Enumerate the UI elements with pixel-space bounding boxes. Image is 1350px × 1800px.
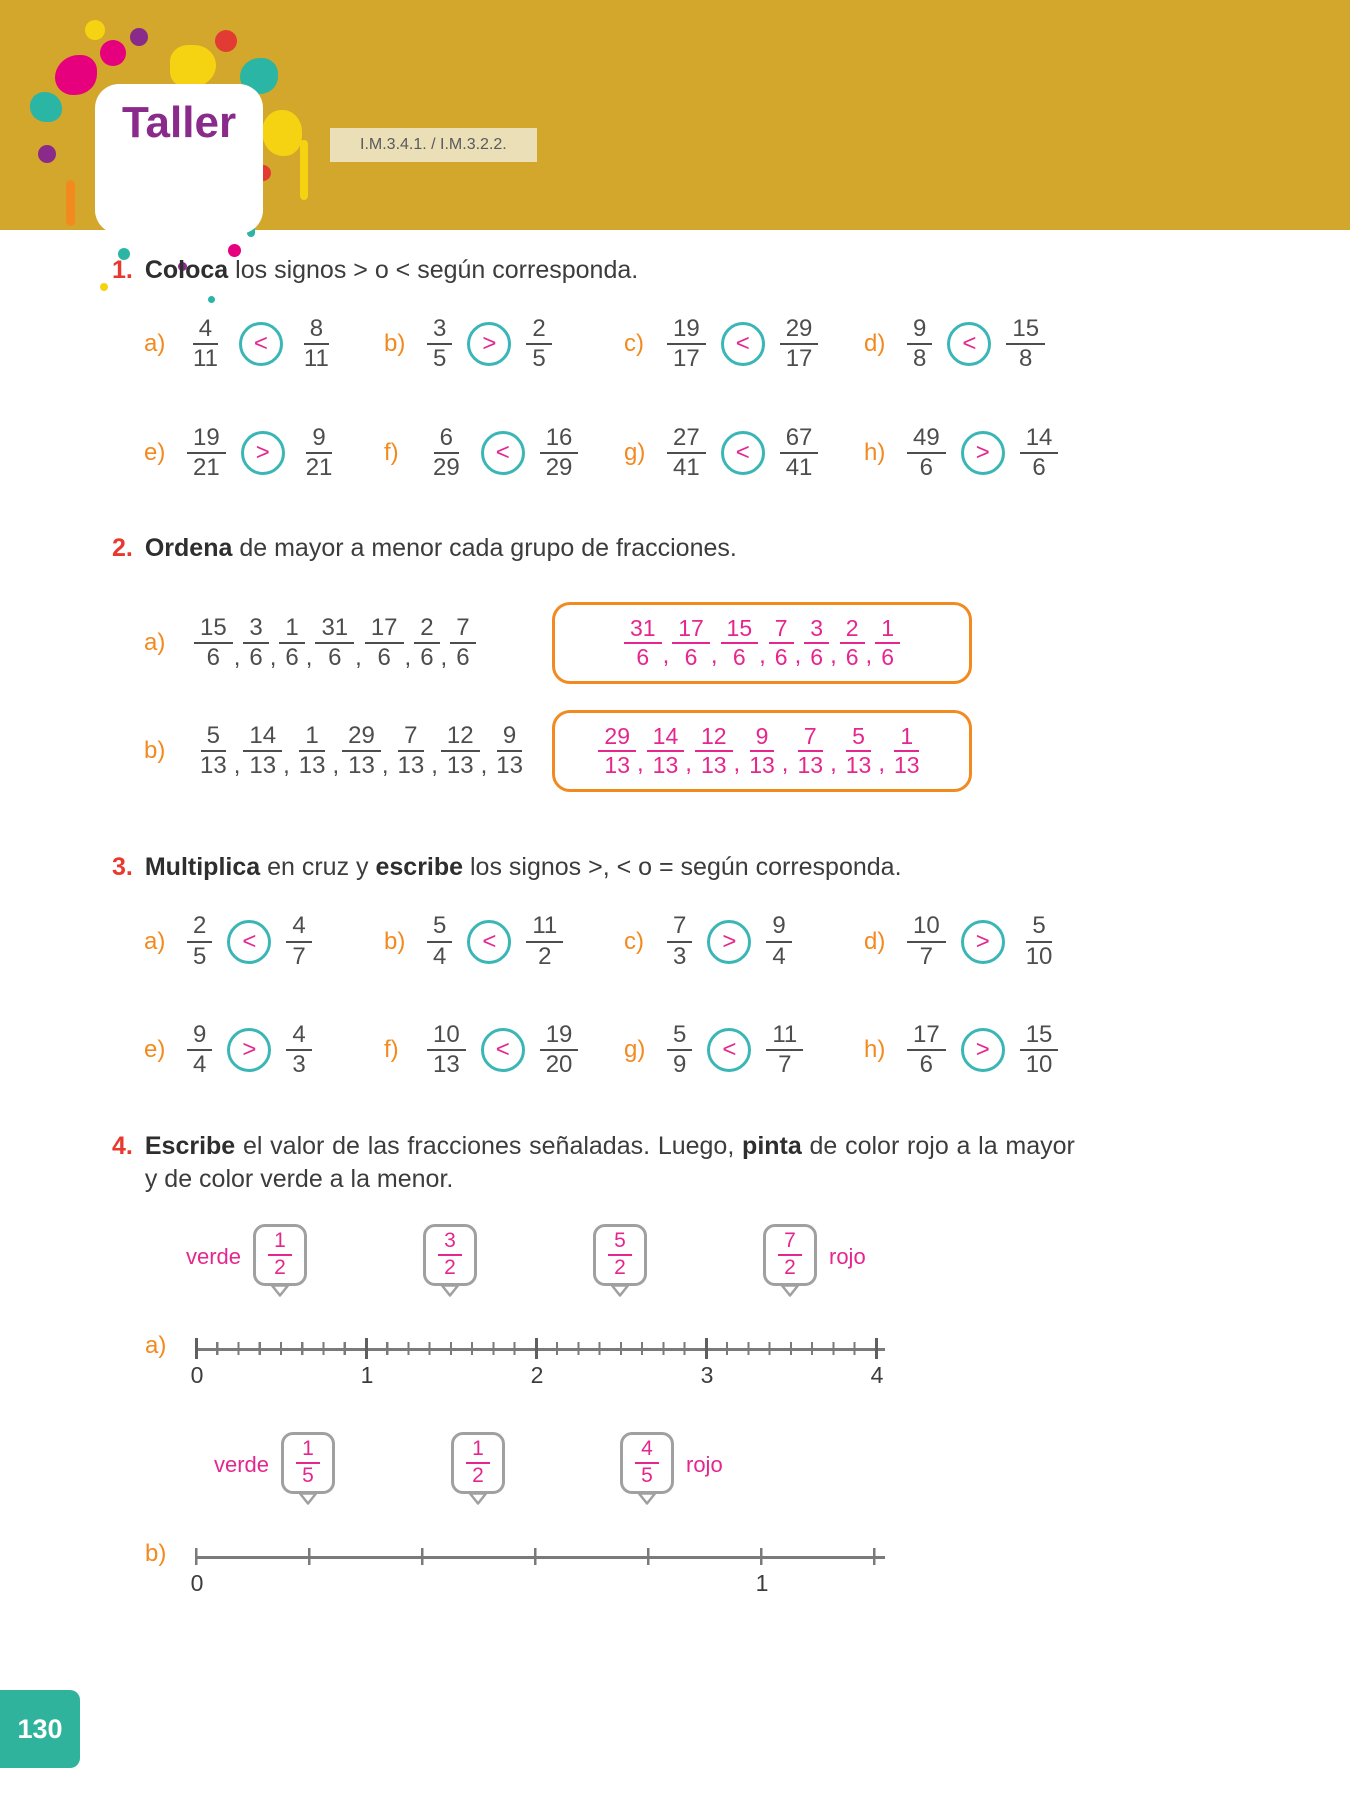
exercise-instruction: Multiplica en cruz y escribe los signos >, < o = según corresponda.: [144, 853, 902, 882]
exercise-3: [112, 851, 1250, 1079]
taller-title-box: [95, 84, 263, 234]
fraction-right: [1020, 1021, 1059, 1080]
comma: ,: [404, 643, 412, 671]
rojo-label: rojo: [686, 1451, 723, 1477]
fraction-right: [1020, 424, 1059, 483]
denominator: 6: [919, 453, 934, 481]
axis-label: 0: [190, 1361, 204, 1388]
comma: ,: [759, 642, 766, 670]
pointer-arrow-icon: [610, 1284, 630, 1297]
exercise-2: [112, 532, 1250, 801]
denominator: 29: [545, 453, 573, 481]
comparison-item-h: [864, 424, 1104, 483]
denominator: 2: [538, 942, 552, 970]
item-label: g): [624, 1036, 646, 1064]
worksheet-content: [0, 230, 1350, 1654]
comparison-sign-circle[interactable]: <: [239, 322, 283, 366]
comparison-sign-circle[interactable]: <: [707, 1028, 751, 1072]
denominator: 5: [433, 345, 447, 373]
fraction-right: [780, 315, 819, 374]
pointer-arrow-icon: [270, 1284, 290, 1297]
denominator: 29: [433, 453, 460, 481]
comma: ,: [305, 643, 313, 671]
pointer-arrow-icon: [298, 1492, 318, 1505]
numerator: 17: [907, 1021, 946, 1051]
exercise-2-heading: [112, 532, 1250, 565]
verde-label: verde: [213, 1451, 269, 1477]
axis-labels: [190, 1361, 915, 1396]
comma: ,: [332, 751, 340, 779]
denominator: 8: [1019, 345, 1033, 373]
given-fractions: $\frac{15}{6}$ , $\frac{3}{6}$ , $\frac{1}{6}$ , $\frac{31}{6}$ , $\frac{17}{6}$ , $\frac{2}{6}$ , $\frac{7}{6}$: [194, 614, 476, 673]
denominator: 41: [785, 453, 813, 481]
numerator: 4: [286, 1021, 311, 1051]
denominator: 41: [673, 453, 700, 481]
item-label: f): [384, 438, 399, 466]
denominator: 3: [292, 1051, 306, 1079]
fraction-right: [526, 912, 563, 971]
item-label: b): [384, 927, 406, 955]
fraction-left: [907, 315, 932, 374]
numerator: 10: [907, 912, 946, 942]
fraction-right: [300, 424, 339, 483]
comma: ,: [283, 751, 290, 779]
numerator: 2: [526, 315, 551, 345]
axis: [195, 1338, 915, 1360]
fraction-right: [780, 424, 819, 483]
fraction-left: [187, 315, 224, 374]
fraction-callout[interactable]: $\frac{1}{2}$: [451, 1432, 505, 1505]
callout-row: [195, 1432, 915, 1524]
numerator: 29: [780, 315, 819, 345]
comma: ,: [233, 643, 241, 671]
numerator: 9: [187, 1021, 212, 1051]
fraction-left: [427, 1021, 466, 1080]
comma: ,: [233, 751, 241, 779]
numerator: 5: [667, 1021, 692, 1051]
numerator: 10: [427, 1021, 466, 1051]
numerator: 15: [1006, 315, 1045, 345]
exercise-instruction: Ordena de mayor a menor cada grupo de fracciones.: [144, 534, 737, 563]
line-label: a): [145, 1331, 167, 1359]
item-label: h): [864, 438, 886, 466]
numerator: 11: [526, 912, 563, 942]
denominator: 21: [193, 453, 220, 481]
fraction-left: [427, 912, 452, 971]
comma: ,: [480, 751, 488, 779]
comma: ,: [269, 643, 277, 671]
denominator: 17: [673, 345, 700, 373]
number-line-a: [145, 1224, 1250, 1396]
numerator: 14: [1020, 424, 1059, 454]
comparison-sign-circle[interactable]: >: [467, 322, 511, 366]
comparison-item-a: [144, 912, 384, 971]
comma: ,: [794, 642, 802, 670]
comparison-sign-circle[interactable]: <: [481, 1028, 525, 1072]
item-label: d): [864, 927, 886, 955]
denominator: 5: [193, 942, 207, 970]
comma: ,: [637, 750, 644, 778]
page-number: 130: [0, 1690, 80, 1768]
comma: ,: [710, 642, 718, 670]
fraction-left: [667, 424, 706, 483]
fraction-callout[interactable]: $\frac{4}{5}$: [620, 1432, 674, 1505]
comma: ,: [431, 751, 438, 779]
fraction-left: [667, 1021, 692, 1080]
fraction-left: [667, 912, 692, 971]
fraction-left: [907, 1021, 946, 1080]
numerator: 4: [193, 315, 218, 345]
denominator: 7: [292, 942, 306, 970]
fraction-right: [766, 912, 791, 971]
given-fractions: $\frac{5}{13}$ , $\frac{14}{13}$ , $\frac{1}{13}$ , $\frac{29}{13}$ , $\frac{7}{13}$ , $\frac{12}{13}$ , $\frac{9}{13}$: [200, 721, 523, 780]
item-label: a): [144, 330, 166, 358]
denominator: 6: [1032, 453, 1046, 481]
exercise-3-items: [144, 912, 1250, 1079]
comma: ,: [733, 750, 741, 778]
comparison-sign-circle[interactable]: <: [481, 431, 525, 475]
exercise-instruction: Coloca los signos > o < según corresponda.: [144, 256, 639, 284]
pointer-arrow-icon: [637, 1492, 657, 1505]
numerator: 27: [667, 424, 706, 454]
comma: ,: [865, 642, 873, 670]
numerator: 4: [286, 912, 311, 942]
numerator: 5: [427, 912, 452, 942]
exercise-3-heading: [112, 851, 1250, 884]
numerator: 49: [907, 424, 946, 454]
denominator: 4: [193, 1051, 207, 1079]
comma: ,: [830, 642, 837, 670]
axis-label: 0: [190, 1569, 204, 1596]
denominator: 10: [1025, 942, 1053, 970]
fraction-right: [766, 1021, 803, 1080]
comma: ,: [381, 751, 389, 779]
item-label: a): [144, 927, 166, 955]
comparison-sign-circle[interactable]: >: [227, 1028, 271, 1072]
fraction-callout[interactable]: $\frac{1}{5}$: [281, 1432, 335, 1505]
exercise-1-items: [144, 315, 1250, 482]
numerator: 5: [1026, 912, 1051, 942]
comma: ,: [685, 750, 692, 778]
numerator: 19: [667, 315, 706, 345]
comparison-item-h: [864, 1021, 1104, 1080]
denominator: 9: [673, 1051, 687, 1079]
fraction-left: [907, 912, 946, 971]
denominator: 17: [785, 345, 813, 373]
comparison-item-g: [624, 1021, 864, 1080]
exercise-1: [112, 254, 1250, 482]
fraction-right: [540, 1021, 579, 1080]
comparison-sign-circle[interactable]: <: [721, 322, 765, 366]
fraction-left: [427, 315, 452, 374]
item-label: c): [624, 927, 644, 955]
comparison-item-c: [624, 912, 864, 971]
numerator: 8: [304, 315, 329, 345]
exercise-1-heading: [112, 254, 1250, 287]
pointer-arrow-icon: [468, 1492, 488, 1505]
numerator: 15: [1020, 1021, 1059, 1051]
order-row-a: [144, 593, 1250, 693]
exercise-number: 3.: [112, 853, 133, 882]
number-line-b: [145, 1432, 1250, 1604]
rojo-label: rojo: [829, 1243, 866, 1269]
fraction-callout[interactable]: $\frac{7}{2}$: [763, 1224, 817, 1297]
numerator: 11: [766, 1021, 803, 1051]
order-row-b: [144, 701, 1250, 801]
denominator: 20: [545, 1051, 573, 1079]
fraction-right: [540, 424, 579, 483]
comparison-sign-circle[interactable]: >: [241, 431, 285, 475]
comma: ,: [830, 750, 837, 778]
fraction-right: [286, 912, 311, 971]
page-title: Taller: [121, 98, 237, 147]
exercise-instruction: Escribe el valor de las fracciones señaladas. Luego, pinta de color rojo a la mayor y de color verde a la menor.: [144, 1131, 1075, 1193]
curriculum-standard-label: I.M.3.4.1. / I.M.3.2.2.: [330, 128, 537, 162]
item-label: g): [624, 438, 646, 466]
comparison-item-e: [144, 424, 384, 483]
comparison-sign-circle[interactable]: >: [961, 920, 1005, 964]
item-label: b): [384, 330, 406, 358]
exercise-4: [112, 1130, 1250, 1604]
denominator: 8: [913, 345, 927, 373]
callout-row: [185, 1224, 915, 1316]
answer-box[interactable]: [552, 710, 972, 792]
denominator: 7: [919, 942, 934, 970]
exercise-4-heading: [112, 1130, 1250, 1196]
comparison-item-b: [384, 912, 624, 971]
comparison-sign-circle[interactable]: <: [947, 322, 991, 366]
comparison-sign-circle[interactable]: <: [467, 920, 511, 964]
denominator: 6: [919, 1051, 934, 1079]
comparison-item-a: [144, 315, 384, 374]
pointer-arrow-icon: [780, 1284, 800, 1297]
numerator: 9: [766, 912, 791, 942]
fraction-callout[interactable]: $\frac{1}{2}$: [253, 1224, 307, 1297]
item-label: c): [624, 330, 644, 358]
answer-box[interactable]: [552, 602, 972, 684]
denominator: 13: [433, 1051, 460, 1079]
comparison-item-d: [864, 912, 1104, 971]
comma: ,: [781, 750, 789, 778]
denominator: 5: [532, 345, 546, 373]
denominator: 7: [778, 1051, 792, 1079]
axis-label: 3: [700, 1361, 714, 1388]
comparison-sign-circle[interactable]: >: [707, 920, 751, 964]
fraction-left: [427, 424, 466, 483]
fraction-left: [187, 912, 212, 971]
denominator: 4: [772, 942, 786, 970]
comma: ,: [878, 750, 885, 778]
comparison-item-d: [864, 315, 1104, 374]
denominator: 11: [193, 345, 218, 373]
denominator: 11: [303, 345, 329, 373]
line-label: b): [145, 1539, 167, 1567]
item-label: b): [144, 737, 166, 765]
item-label: e): [144, 1036, 166, 1064]
numerator: 9: [907, 315, 932, 345]
fraction-right: [526, 315, 551, 374]
axis-label: 1: [755, 1569, 769, 1596]
comparison-sign-circle[interactable]: <: [227, 920, 271, 964]
comma: ,: [662, 642, 670, 670]
comparison-item-g: [624, 424, 864, 483]
fraction-left: [187, 424, 226, 483]
comparison-item-e: [144, 1021, 384, 1080]
denominator: 4: [433, 942, 447, 970]
exercise-number: 1.: [112, 256, 133, 284]
denominator: 3: [673, 942, 687, 970]
item-label: a): [144, 629, 166, 657]
numerator: 6: [434, 424, 459, 454]
comparison-item-b: [384, 315, 624, 374]
axis-label: 1: [360, 1361, 374, 1388]
axis: [195, 1546, 915, 1568]
item-label: e): [144, 438, 166, 466]
fraction-right: [286, 1021, 311, 1080]
numerator: 19: [187, 424, 226, 454]
fraction-callout[interactable]: $\frac{3}{2}$: [423, 1224, 477, 1297]
numerator: 2: [187, 912, 212, 942]
item-label: h): [864, 1036, 886, 1064]
fraction-left: [667, 315, 706, 374]
item-label: d): [864, 330, 886, 358]
comparison-sign-circle[interactable]: <: [721, 431, 765, 475]
denominator: 10: [1025, 1051, 1053, 1079]
axis-labels: [190, 1569, 915, 1604]
axis-label: 2: [530, 1361, 544, 1388]
numerator: 9: [306, 424, 331, 454]
ordered-answer-fractions: $\frac{29}{13}$ , $\frac{14}{13}$ , $\frac{12}{13}$ , $\frac{9}{13}$ , $\frac{7}{13}$ , $\frac{5}{13}$ , $\frac{1}{13}$: [598, 723, 925, 779]
pointer-arrow-icon: [440, 1284, 460, 1297]
fraction-left: [907, 424, 946, 483]
comma: ,: [355, 643, 362, 671]
exercise-number: 4.: [112, 1131, 133, 1160]
numerator: 19: [540, 1021, 579, 1051]
comparison-item-f: [384, 424, 624, 483]
numerator: 16: [540, 424, 579, 454]
comparison-sign-circle[interactable]: >: [961, 1028, 1005, 1072]
fraction-right: [1006, 315, 1045, 374]
numerator: 67: [780, 424, 819, 454]
exercise-number: 2.: [112, 534, 133, 563]
axis-label: 4: [870, 1361, 884, 1388]
comma: ,: [440, 643, 448, 671]
numerator: 3: [427, 315, 452, 345]
fraction-callout[interactable]: $\frac{5}{2}$: [593, 1224, 647, 1297]
fraction-left: [187, 1021, 212, 1080]
comparison-sign-circle[interactable]: >: [961, 431, 1005, 475]
verde-label: verde: [185, 1243, 241, 1269]
ordered-answer-fractions: $\frac{31}{6}$ , $\frac{17}{6}$ , $\frac{15}{6}$ , $\frac{7}{6}$ , $\frac{3}{6}$ , $\frac{2}{6}$ , $\frac{1}{6}$: [624, 615, 900, 671]
comparison-item-c: [624, 315, 864, 374]
item-label: f): [384, 1036, 399, 1064]
comparison-item-f: [384, 1021, 624, 1080]
denominator: 21: [305, 453, 333, 481]
fraction-right: [1020, 912, 1059, 971]
numerator: 7: [667, 912, 692, 942]
fraction-right: [298, 315, 335, 374]
